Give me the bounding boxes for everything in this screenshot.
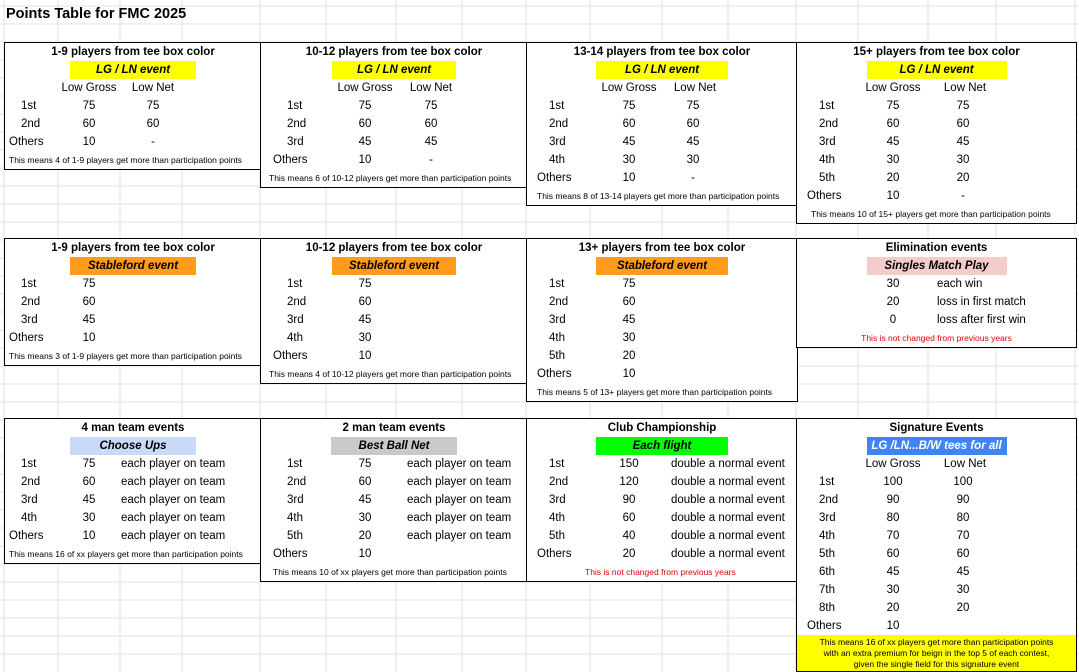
table-row: Others 10 - — [807, 190, 965, 202]
block-lg-ln-13-14[interactable] — [526, 42, 798, 206]
table-row: 3rd 45 — [21, 314, 96, 326]
block-lg-ln-15-plus[interactable] — [796, 42, 1077, 224]
table-row: 0 loss after first win — [889, 314, 1026, 326]
table-row: 2nd 60 60 — [287, 118, 438, 130]
block-header: Elimination events — [885, 242, 988, 254]
block-header: 13+ players from tee box color — [578, 242, 746, 254]
block-header: 10-12 players from tee box color — [305, 46, 483, 58]
table-row: 3rd 45 — [287, 314, 372, 326]
table-row: Others 10 — [273, 548, 372, 560]
col-low-net: Low Net — [131, 82, 175, 94]
table-row: 3rd 45 45 — [287, 136, 438, 148]
block-note: This means 3 of 1-9 players get more than participation points — [9, 351, 242, 361]
page-title: Points Table for FMC 2025 — [6, 6, 187, 22]
table-row: 3rd 45 45 — [549, 136, 700, 148]
table-row: 2nd 60 — [549, 296, 636, 308]
block-stableford-1-9[interactable] — [4, 238, 262, 366]
table-row: 4th 30 each player on team — [21, 512, 226, 524]
table-row: Others 10 - — [537, 172, 695, 184]
table-row: 1st 100 100 — [819, 476, 973, 488]
block-header: 1-9 players from tee box color — [51, 242, 215, 254]
table-row: Others 10 - — [273, 154, 433, 166]
table-row: 4th 60 double a normal event — [549, 512, 785, 524]
block-header: 4 man team events — [81, 422, 185, 434]
block-note: This means 5 of 13+ players get more than participation points — [537, 387, 773, 397]
event-label: LG /LN...B/W tees for all — [867, 437, 1007, 455]
table-row: 1st 75 — [21, 278, 96, 290]
table-row: 8th 20 20 — [819, 602, 970, 614]
block-header: 13-14 players from tee box color — [573, 46, 751, 58]
table-row: 3rd 45 each player on team — [287, 494, 512, 506]
table-row: 5th 60 60 — [819, 548, 970, 560]
col-low-gross: Low Gross — [337, 82, 393, 94]
table-row: 2nd 120 double a normal event — [549, 476, 785, 488]
block-note: This means 10 of xx players get more than participation points — [273, 567, 507, 577]
block-stableford-13-plus[interactable] — [526, 238, 798, 402]
note-line: This means 16 of xx players get more than participation points — [819, 637, 1054, 647]
block-note: This means 4 of 1-9 players get more than participation points — [9, 155, 242, 165]
block-header: 10-12 players from tee box color — [305, 242, 483, 254]
table-row: 4th 30 30 — [819, 154, 970, 166]
block-header: Signature Events — [889, 422, 984, 434]
block-note: This is not changed from previous years — [861, 333, 1012, 343]
block-note: This means 10 of 15+ players get more than participation points — [811, 209, 1051, 219]
table-row: 1st 75 75 — [819, 100, 970, 112]
table-row: 2nd 60 each player on team — [21, 476, 226, 488]
event-label: Singles Match Play — [867, 257, 1007, 275]
table-row: Others 10 — [273, 350, 372, 362]
table-row: 4th 70 70 — [819, 530, 970, 542]
table-row: 2nd 60 60 — [819, 118, 970, 130]
block-4-man-team[interactable] — [4, 418, 262, 564]
block-lg-ln-10-12[interactable] — [260, 42, 528, 188]
col-low-gross: Low Gross — [601, 82, 657, 94]
block-lg-ln-1-9[interactable] — [4, 42, 262, 170]
block-header: 2 man team events — [342, 422, 446, 434]
table-row: Others 10 - — [9, 136, 155, 148]
event-label: Each flight — [596, 437, 728, 455]
table-row: 2nd 60 each player on team — [287, 476, 512, 488]
col-low-net: Low Net — [409, 82, 453, 94]
block-stableford-10-12[interactable] — [260, 238, 528, 384]
table-row: 3rd 90 double a normal event — [549, 494, 785, 506]
table-row: Others 20 double a normal event — [537, 548, 785, 560]
block-club-championship[interactable] — [526, 418, 798, 582]
table-row: 1st 75 each player on team — [21, 458, 226, 470]
block-2-man-team[interactable] — [260, 418, 528, 582]
col-low-gross: Low Gross — [61, 82, 117, 94]
table-row: 1st 75 75 — [549, 100, 700, 112]
table-row: 30 each win — [886, 278, 983, 290]
table-row: 2nd 60 — [21, 296, 96, 308]
table-row: 2nd 60 60 — [549, 118, 700, 130]
block-note: This means 6 of 10-12 players get more than participation points — [269, 173, 512, 183]
event-label: Stableford event — [596, 257, 728, 275]
table-row: 2nd 90 90 — [819, 494, 970, 506]
table-row: 3rd 45 45 — [819, 136, 970, 148]
event-label: LG / LN event — [332, 61, 456, 79]
event-label: Best Ball Net — [331, 437, 457, 455]
col-low-net: Low Net — [943, 82, 987, 94]
block-signature-events[interactable] — [796, 418, 1077, 672]
table-row: 1st 75 — [549, 278, 636, 290]
table-row: 4th 30 each player on team — [287, 512, 512, 524]
event-label: Choose Ups — [70, 437, 196, 455]
block-note: This is not changed from previous years — [585, 567, 736, 577]
table-row: 1st 75 75 — [287, 100, 438, 112]
table-row: Others 10 — [807, 620, 900, 632]
table-row: Others 10 — [537, 368, 636, 380]
table-row: 4th 30 — [287, 332, 372, 344]
table-row: 2nd 60 60 — [21, 118, 160, 130]
col-low-gross: Low Gross — [865, 458, 921, 470]
table-row: 2nd 60 — [287, 296, 372, 308]
table-row: 1st 75 — [287, 278, 372, 290]
table-row: 6th 45 45 — [819, 566, 970, 578]
table-row: 5th 20 20 — [819, 172, 970, 184]
table-row: Others 10 each player on team — [9, 530, 226, 542]
col-low-gross: Low Gross — [865, 82, 921, 94]
block-elimination[interactable] — [796, 238, 1077, 348]
table-row: Others 10 — [9, 332, 96, 344]
table-row: 3rd 45 — [549, 314, 636, 326]
table-row: 1st 150 double a normal event — [549, 458, 785, 470]
block-note: This means 4 of 10-12 players get more than participation points — [269, 369, 512, 379]
note-line: with an extra premium for beign in the top 5 of each contest, — [823, 648, 1050, 658]
table-row: 1st 75 each player on team — [287, 458, 512, 470]
table-row: 3rd 45 each player on team — [21, 494, 226, 506]
table-row: 4th 30 30 — [549, 154, 700, 166]
col-low-net: Low Net — [673, 82, 717, 94]
table-row: 5th 20 each player on team — [287, 530, 512, 542]
table-row: 20 loss in first match — [886, 296, 1026, 308]
table-row: 4th 30 — [549, 332, 636, 344]
table-row: 7th 30 30 — [819, 584, 970, 596]
event-label: LG / LN event — [70, 61, 196, 79]
event-label: Stableford event — [332, 257, 456, 275]
col-low-net: Low Net — [943, 458, 987, 470]
event-label: LG / LN event — [596, 61, 728, 79]
signature-note — [797, 635, 1076, 672]
note-line: given the single field for this signature event — [853, 659, 1020, 669]
table-row: 3rd 80 80 — [819, 512, 970, 524]
table-row: 5th 40 double a normal event — [549, 530, 785, 542]
table-row: 5th 20 — [549, 350, 636, 362]
event-label: LG / LN event — [867, 61, 1007, 79]
block-header: 15+ players from tee box color — [853, 46, 1020, 58]
block-header: 1-9 players from tee box color — [51, 46, 215, 58]
block-header: Club Championship — [607, 422, 717, 434]
block-note: This means 8 of 13-14 players get more than participation points — [537, 191, 780, 201]
event-label: Stableford event — [70, 257, 196, 275]
block-note: This means 16 of xx players get more than participation points — [9, 549, 243, 559]
table-row: 1st 75 75 — [21, 100, 160, 112]
